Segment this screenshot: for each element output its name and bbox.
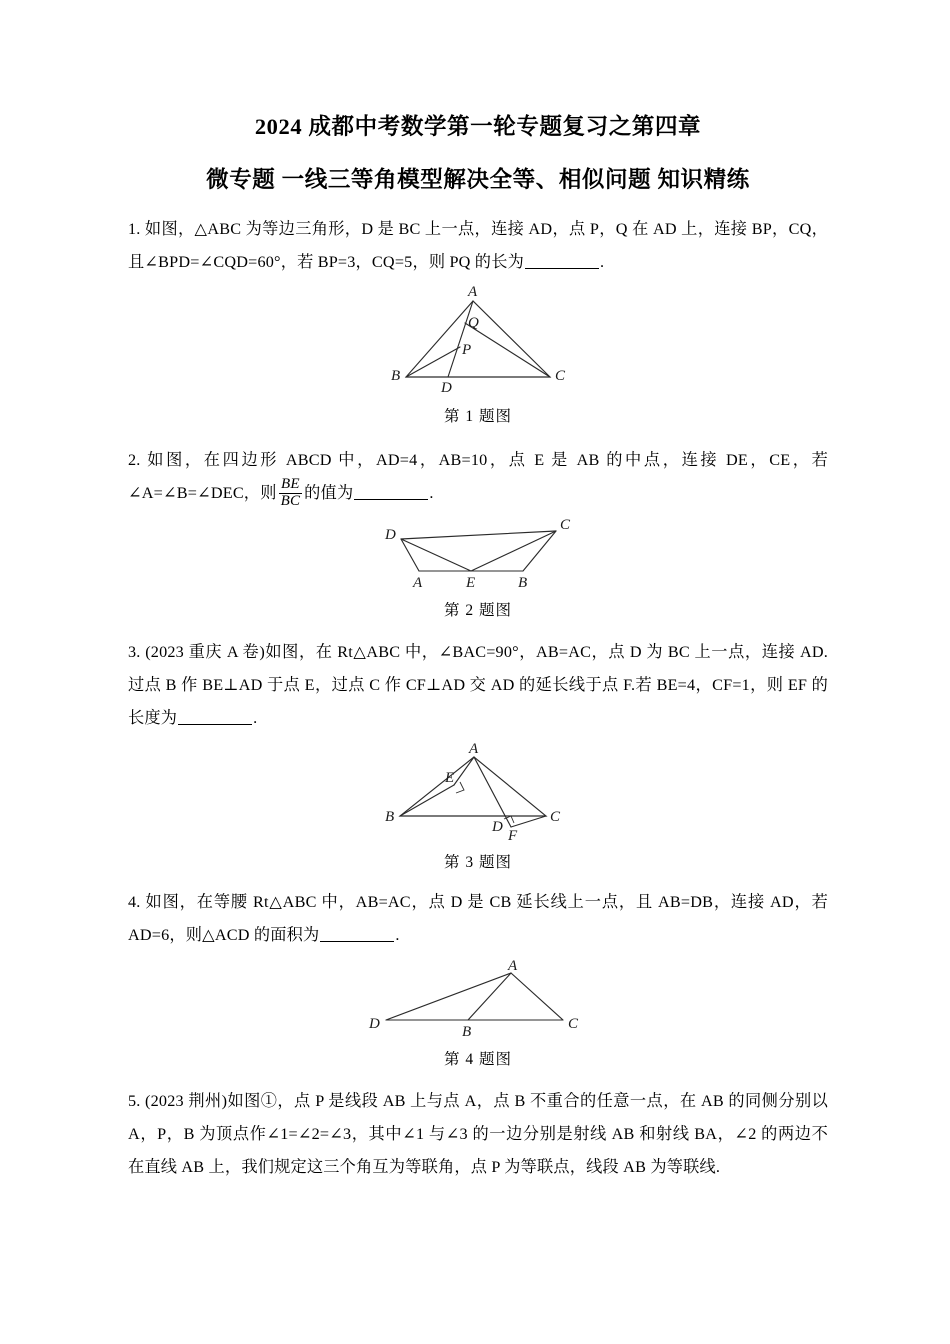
problem-2-statement-part-2: 的值为 — [304, 484, 354, 502]
figure-1-label-C: C — [555, 368, 566, 384]
figure-4-label-C: C — [567, 1015, 578, 1032]
problem-2-figure — [128, 517, 828, 620]
document-title-block — [128, 104, 828, 191]
problem-2-answer-blank[interactable] — [354, 499, 428, 500]
problem-1-period: . — [599, 253, 605, 271]
document-content — [128, 104, 828, 1184]
problem-1-statement: 1. 如图，△ABC 为等边三角形，D 是 BC 上一点，连接 AD，点 P，Q 在 AD 上，连接 BP，CQ，且∠BPD=∠CQD=60°，若 BP=3，CQ=5，则 PQ 的长为 — [128, 220, 828, 271]
problem-3-statement: 3. (2023 重庆 A 卷)如图，在 Rt△ABC 中，∠BAC=90°，AB=AC，点 D 为 BC 上一点，连接 AD.过点 B 作 BE⊥AD 于点 E，过点 C 作 CF⊥AD 交 AD 的延长线于点 F.若 BE=4，CF=1，则 EF 的长度为 — [128, 642, 828, 727]
problem-5-statement: 5. (2023 荆州)如图①，点 P 是线段 AB 上与点 A，点 B 不重合的任意一点，在 AB 的同侧分别以 A，P，B 为顶点作∠1=∠2=∠3，其中∠1 与∠3 的一边分别是射线 AB 和射线 BA，∠2 的两边不在直线 AB 上，我们规定这三个角互为等联角，点 P 为等联点，线段 AB 为等联线. — [128, 1091, 828, 1176]
figure-3-drawing — [378, 741, 578, 841]
problem-3-period: . — [253, 708, 258, 727]
problem-2-fraction-numerator: BE — [281, 476, 300, 493]
problem-1-figure — [128, 285, 828, 426]
figure-1-label-P: P — [462, 342, 472, 358]
figure-3-caption: 第 3 题图 — [443, 853, 512, 871]
figure-3-label-B: B — [385, 808, 395, 825]
page-title-line-2: 微专题 一线三等角模型解决全等、相似问题 知识精练 — [206, 166, 750, 192]
problem-3-text — [128, 636, 828, 735]
figure-4-label-B: B — [461, 1023, 471, 1038]
figure-4-drawing — [356, 958, 601, 1038]
figure-2-label-A: A — [412, 574, 422, 589]
problem-5-text — [128, 1085, 828, 1184]
problem-4-answer-blank[interactable] — [320, 941, 394, 942]
problem-2-fraction — [279, 477, 303, 510]
figure-3-label-A: A — [469, 740, 479, 757]
problem-2-period: . — [429, 484, 434, 502]
problem-2-statement-part-1: 2. 如图，在四边形 ABCD 中，AD=4，AB=10，点 E 是 AB 的中点，连接 DE，CE，若∠A=∠B=∠DEC，则 — [128, 451, 828, 502]
figure-3-label-E: E — [445, 769, 455, 786]
problem-2-text — [128, 444, 828, 511]
problem-2-fraction-denominator: BC — [280, 492, 301, 509]
figure-3-label-D: D — [492, 818, 503, 835]
figure-2-caption: 第 2 题图 — [443, 601, 512, 619]
problem-4-text — [128, 886, 828, 952]
problem-3-answer-blank[interactable] — [178, 724, 252, 725]
problem-4-period: . — [395, 925, 400, 944]
figure-1-caption: 第 1 题图 — [443, 408, 512, 425]
figure-1-label-D: D — [441, 380, 452, 395]
figure-1-label-B: B — [391, 368, 401, 384]
figure-1-label-Q: Q — [468, 315, 479, 331]
problem-1-answer-blank[interactable] — [525, 268, 599, 269]
figure-3-label-F: F — [508, 827, 518, 841]
figure-2-label-C: C — [559, 516, 570, 533]
figure-3-label-C: C — [550, 808, 561, 825]
page-title-line-1: 2024 成都中考数学第一轮专题复习之第四章 — [254, 114, 702, 139]
problem-4-statement: 4. 如图，在等腰 Rt△ABC 中，AB=AC，点 D 是 CB 延长线上一点，且 AB=DB，连接 AD，若 AD=6，则△ACD 的面积为 — [128, 892, 828, 944]
figure-2-label-E: E — [465, 574, 475, 589]
problem-3-figure — [128, 741, 828, 872]
figure-2-label-B: B — [517, 574, 527, 589]
problem-4-figure — [128, 958, 828, 1069]
figure-1-label-A: A — [468, 285, 478, 300]
figure-4-caption: 第 4 题图 — [443, 1050, 512, 1068]
figure-4-label-A: A — [507, 957, 517, 974]
figure-1-drawing — [378, 285, 578, 395]
figure-2-label-D: D — [384, 526, 396, 543]
figure-4-label-D: D — [368, 1015, 380, 1032]
figure-2-drawing — [371, 517, 586, 589]
problem-1-text — [128, 213, 828, 279]
